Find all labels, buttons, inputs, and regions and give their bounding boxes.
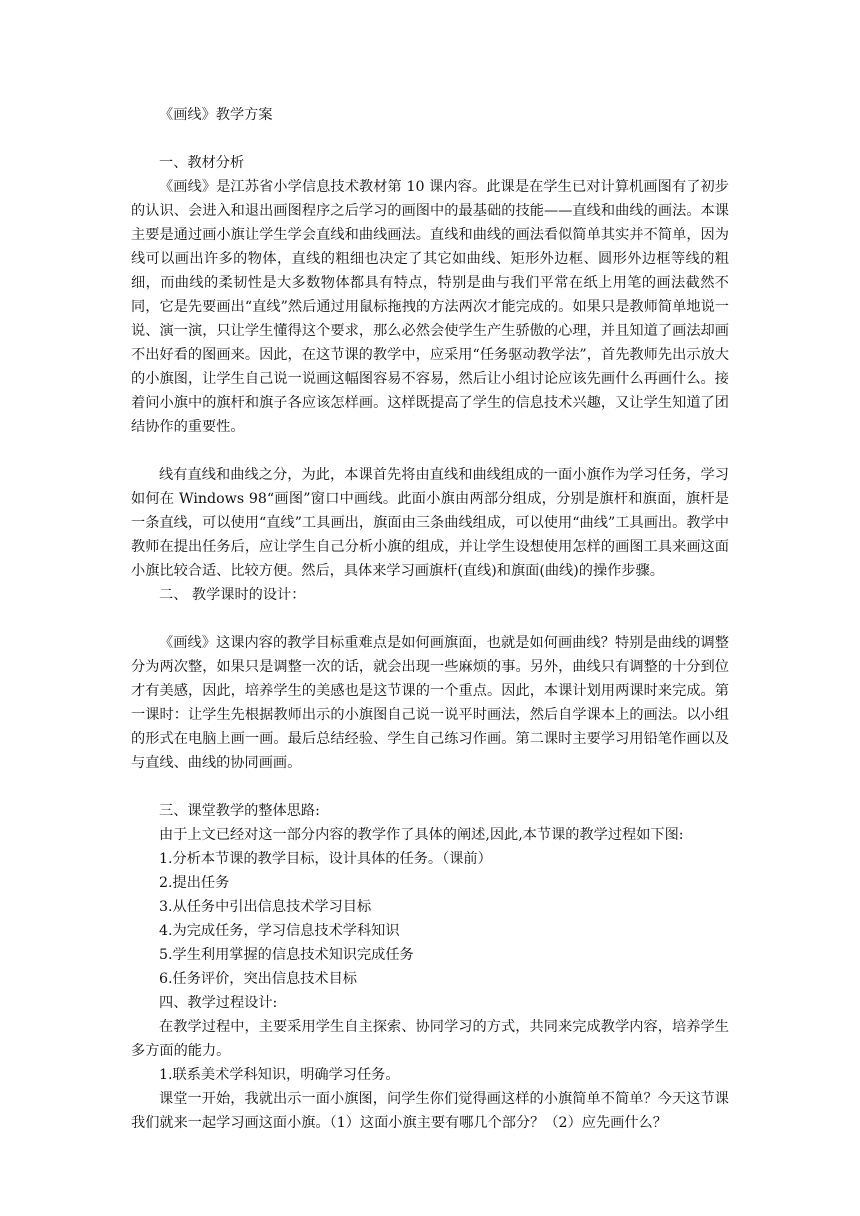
list-item: 6.任务评价，突出信息技术目标: [159, 971, 357, 987]
section-heading-3: 三、课堂教学的整体思路:: [159, 803, 320, 819]
section-heading-4: 四、教学过程设计:: [159, 995, 278, 1011]
paragraph-teaching-process: 在教学过程中，主要采用学生自主探索、协同学习的方式，共同来完成教学内容，培养学生多方面的能力。: [131, 1019, 729, 1059]
list-item: 4.为完成任务，学习信息技术学科知识: [159, 923, 400, 939]
list-item: 5.学生利用掌握的信息技术知识完成任务: [159, 947, 414, 963]
section-heading-1: 一、教材分析: [159, 155, 245, 171]
blank-line: [131, 607, 729, 631]
blank-line: [131, 439, 729, 463]
list-item: 3.从任务中引出信息技术学习目标: [159, 899, 372, 915]
paragraph-lesson-design: 《画线》这课内容的教学目标重难点是如何画旗面，也就是如何画曲线？特别是曲线的调整分为两次整，如果只是调整一次的话，就会出现一些麻烦的事。另外，曲线只有调整的十分到位才有美感，因此，培养学生的美感也是这节课的一个重点。因此，本课计划用两课时来完成。第一课时：让学生先根据教师出示的小旗图自己说一说平时画法，然后自学课本上的画法。以小组的形式在电脑上画一画。最后总结经验、学生自己练习作画。第二课时主要学习用铅笔作画以及与直线、曲线的协同画画。: [131, 635, 729, 771]
subsection-heading: 1.联系美术学科知识，明确学习任务。: [159, 1067, 400, 1083]
list-item: 1.分析本节课的教学目标，设计具体的任务。（课前）: [159, 851, 492, 867]
blank-line: [131, 127, 729, 151]
blank-line: [131, 775, 729, 799]
paragraph-textbook-analysis: 《画线》是江苏省小学信息技术教材第 10 课内容。此课是在学生已对计算机画图有了初步的认识、会进入和退出画图程序之后学习的画图中的最基础的技能——直线和曲线的画法。本课主要是通过画小旗让学生学会直线和曲线画法。直线和曲线的画法看似简单其实并不简单，因为线可以画出许多的物体，直线的粗细也决定了其它如曲线、矩形外边框、圆形外边框等线的粗细，而曲线的柔韧性是大多数物体都具有特点，特别是曲与我们平常在纸上用笔的画法截然不同，它是先要画出“直线”然后通过用鼠标拖拽的方法两次才能完成的。如果只是教师简单地说一说、演一演，只让学生懂得这个要求，那么必然会使学生产生骄傲的心理，并且知道了画法却画不出好看的图画来。因此，在这节课的教学中，应采用“任务驱动教学法”，首先教师先出示放大的小旗图，让学生自己说一说画这幅图容易不容易，然后让小组讨论应该先画什么再画什么。接着问小旗中的旗杆和旗子各应该怎样画。这样既提高了学生的信息技术兴趣，又让学生知道了团结协作的重要性。: [131, 179, 729, 435]
paragraph-line-types: 线有直线和曲线之分，为此，本课首先将由直线和曲线组成的一面小旗作为学习任务，学习如何在 Windows 98“画图”窗口中画线。此面小旗由两部分组成，分别是旗杆和旗面，旗杆是一条直线，可以使用“直线”工具画出，旗面由三条曲线组成，可以使用“曲线”工具画出。教学中教师在提出任务后，应让学生自己分析小旗的组成，并让学生设想使用怎样的画图工具来画这面小旗比较合适、比较方便。然后，具体来学习画旗杆(直线)和旗面(曲线)的操作步骤。: [131, 467, 729, 579]
section-heading-2: 二、 教学课时的设计：: [159, 587, 306, 603]
document-title: 《画线》教学方案: [159, 107, 273, 123]
paragraph-class-opening: 课堂一开始，我就出示一面小旗图，问学生你们觉得画这样的小旗简单不简单？今天这节课我们就来一起学习画这面小旗。（1）这面小旗主要有哪几个部分？（2）应先画什么？: [131, 1091, 729, 1131]
document-body: [131, 103, 729, 1135]
section3-intro: 由于上文已经对这一部分内容的教学作了具体的阐述,因此,本节课的教学过程如下图:: [159, 827, 684, 843]
list-item: 2.提出任务: [159, 875, 230, 891]
